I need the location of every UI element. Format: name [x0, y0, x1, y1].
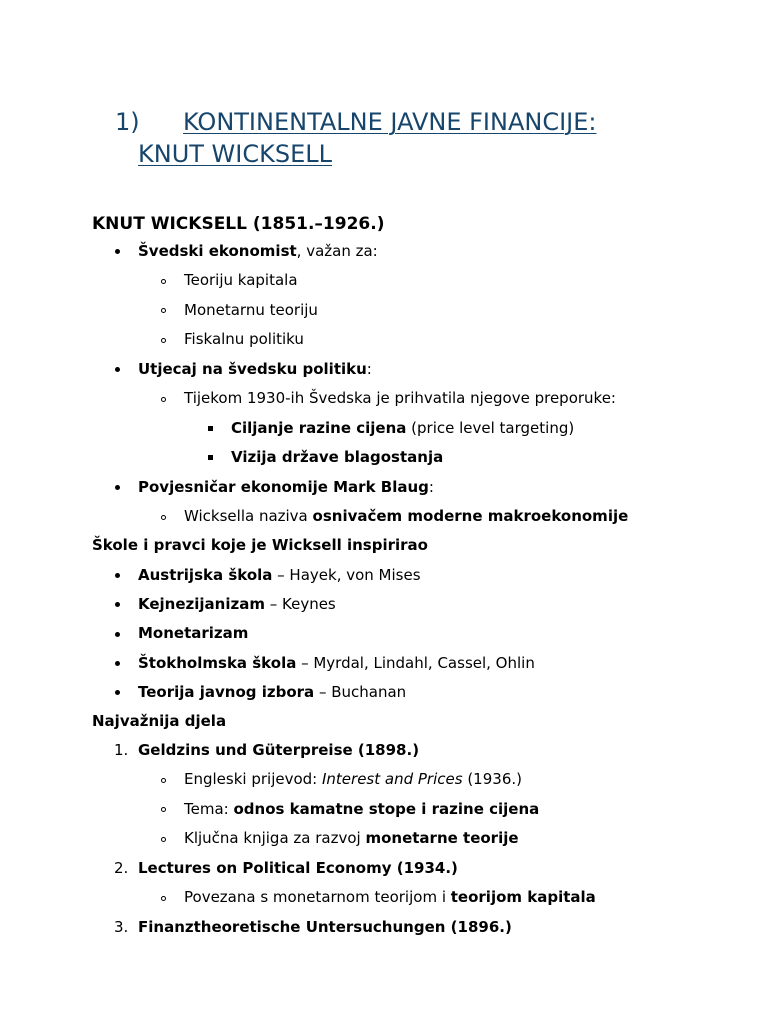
list-item-capital: Teoriju kapitala	[184, 271, 298, 289]
list-item-price-targeting	[231, 419, 574, 437]
historian-sub-text: Wicksella naziva	[184, 507, 313, 525]
key-bold: monetarne teorije	[365, 829, 519, 847]
list-item-influence-sub: Tijekom 1930-ih Švedska je prihvatila njegove preporuke:	[184, 389, 616, 407]
school-bold: Teorija javnog izbora	[138, 683, 315, 701]
list-number: 3.	[114, 918, 129, 936]
bullet-icon	[115, 485, 120, 490]
schools-heading: Škole i pravci koje je Wicksell inspirirao	[92, 536, 428, 554]
list-item-monetary: Monetarnu teoriju	[184, 301, 318, 319]
bullet-icon	[115, 249, 120, 254]
list-item-influence	[138, 360, 372, 378]
circle-bullet-icon	[161, 837, 166, 842]
economist-bold: Švedski ekonomist	[138, 242, 297, 260]
circle-bullet-icon	[161, 807, 166, 812]
list-number: 2.	[114, 859, 129, 877]
circle-bullet-icon	[161, 515, 166, 520]
list-item-work1-theme	[184, 800, 539, 818]
list-item-school-public-choice	[138, 683, 406, 701]
list-number: 1.	[114, 741, 129, 759]
list-item-work1-key	[184, 829, 519, 847]
price-targeting-rest: (price level targeting)	[406, 419, 575, 437]
list-item-school-austrian	[138, 566, 421, 584]
key-pre: Ključna knjiga za razvoj	[184, 829, 366, 847]
heading-number: 1)	[115, 108, 140, 136]
school-rest: – Hayek, von Mises	[272, 566, 421, 584]
list-item-welfare-state	[231, 448, 443, 466]
works-heading: Najvažnija djela	[92, 712, 227, 730]
school-bold: Monetarizam	[138, 624, 249, 642]
work-title-2: Lectures on Political Economy (1934.)	[138, 859, 458, 877]
school-rest: – Keynes	[264, 595, 336, 613]
list-item-school-monetarism	[138, 624, 248, 642]
circle-bullet-icon	[161, 279, 166, 284]
theme-bold: odnos kamatne stope i razine cijena	[233, 800, 540, 818]
list-item-school-keynesian	[138, 595, 336, 613]
school-rest: – Myrdal, Lindahl, Cassel, Ohlin	[296, 654, 535, 672]
price-targeting-bold: Ciljanje razine cijena	[231, 419, 407, 437]
section-title: KNUT WICKSELL (1851.–1926.)	[92, 214, 385, 234]
square-bullet-icon	[208, 455, 213, 460]
list-item-work2-sub	[184, 888, 596, 906]
heading-line-2-text: KNUT WICKSELL	[138, 140, 332, 168]
bullet-icon	[115, 573, 120, 578]
circle-bullet-icon	[161, 308, 166, 313]
list-item-fiscal: Fiskalnu politiku	[184, 330, 304, 348]
heading-line-1-text: KONTINENTALNE JAVNE FINANCIJE:	[183, 108, 597, 136]
school-rest: – Buchanan	[314, 683, 407, 701]
influence-rest: :	[366, 360, 372, 378]
influence-bold: Utjecaj na švedsku politiku	[138, 360, 367, 378]
square-bullet-icon	[208, 426, 213, 431]
bullet-icon	[115, 632, 120, 637]
work-title-1: Geldzins und Güterpreise (1898.)	[138, 741, 420, 759]
welfare-state-bold: Vizija države blagostanja	[231, 448, 444, 466]
school-bold: Štokholmska škola	[138, 654, 297, 672]
work2-bold: teorijom kapitala	[450, 888, 596, 906]
bullet-icon	[115, 602, 120, 607]
historian-rest: :	[428, 478, 434, 496]
theme-pre: Tema:	[184, 800, 234, 818]
historian-bold: Povjesničar ekonomije Mark Blaug	[138, 478, 429, 496]
historian-sub-bold: osnivačem moderne makroekonomije	[312, 507, 629, 525]
work-title-3: Finanztheoretische Untersuchungen (1896.)	[138, 918, 512, 936]
school-bold: Kejnezijanizam	[138, 595, 265, 613]
heading-line-2	[138, 140, 332, 168]
list-item-historian-sub	[184, 507, 628, 525]
translation-post: (1936.)	[462, 770, 522, 788]
school-bold: Austrijska škola	[138, 566, 273, 584]
bullet-icon	[115, 690, 120, 695]
work2-pre: Povezana s monetarnom teorijom i	[184, 888, 451, 906]
list-item-economist	[138, 242, 378, 260]
circle-bullet-icon	[161, 778, 166, 783]
list-item-school-stockholm	[138, 654, 535, 672]
circle-bullet-icon	[161, 338, 166, 343]
list-item-historian	[138, 478, 434, 496]
translation-italic: Interest and Prices	[322, 770, 463, 788]
economist-rest: , važan za:	[296, 242, 378, 260]
list-item-work1-translation	[184, 770, 522, 788]
circle-bullet-icon	[161, 896, 166, 901]
circle-bullet-icon	[161, 397, 166, 402]
heading-line-1	[183, 108, 596, 136]
bullet-icon	[115, 661, 120, 666]
translation-pre: Engleski prijevod:	[184, 770, 322, 788]
bullet-icon	[115, 367, 120, 372]
